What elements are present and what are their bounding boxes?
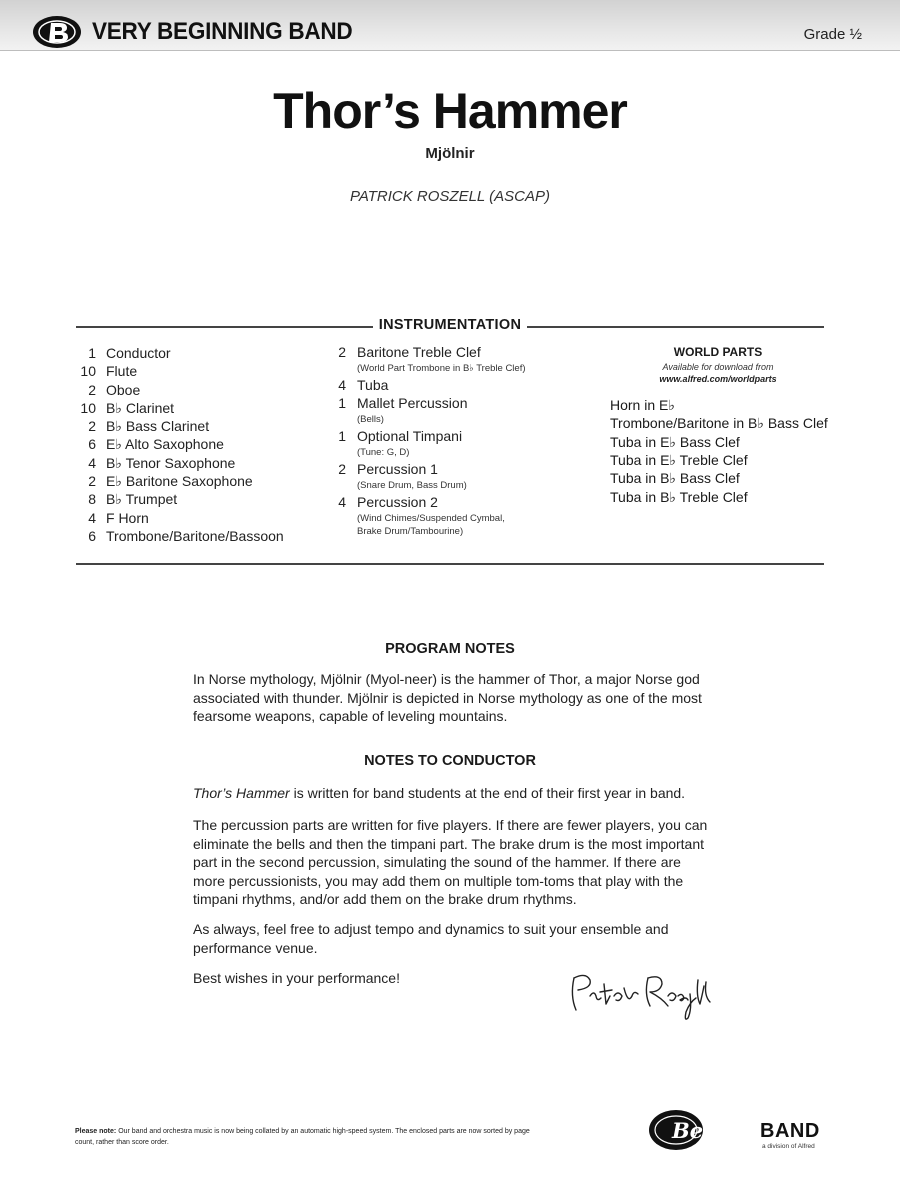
piece-subtitle: Mjölnir bbox=[425, 145, 475, 162]
world-part-item: Trombone/Baritone in B♭ Bass Clef bbox=[610, 415, 828, 432]
instrument-detail: Brake Drum/Tambourine) bbox=[357, 526, 464, 537]
instrument-name: Tuba bbox=[357, 377, 389, 393]
instrument-row bbox=[76, 490, 316, 508]
conductor-notes-heading: NOTES TO CONDUCTOR bbox=[364, 753, 536, 769]
instrument-count: 1 bbox=[338, 428, 346, 444]
instrument-name: Percussion 2 bbox=[357, 494, 438, 510]
instrument-row bbox=[76, 527, 316, 545]
world-parts-note: Available for download from bbox=[662, 362, 774, 372]
instrument-row bbox=[76, 454, 316, 472]
instrument-entry bbox=[330, 461, 600, 494]
instrument-name: B♭ Tenor Saxophone bbox=[106, 454, 236, 471]
instrument-count: 4 bbox=[338, 377, 346, 393]
instrument-name: Optional Timpani bbox=[357, 428, 463, 444]
instrument-count: 6 bbox=[88, 436, 96, 453]
instrument-count: 1 bbox=[338, 395, 346, 411]
instrument-count: 2 bbox=[88, 473, 96, 490]
belwin-wordmark: Belwin bbox=[672, 1118, 753, 1143]
instrument-name: Percussion 1 bbox=[357, 461, 438, 477]
collation-note-label: Please note: bbox=[75, 1128, 117, 1135]
instrument-row bbox=[76, 399, 316, 417]
instrument-count: 2 bbox=[88, 418, 96, 435]
instrument-entry bbox=[330, 344, 600, 377]
conductor-notes-paragraph-1 bbox=[193, 784, 713, 803]
world-part-item: Horn in E♭ bbox=[610, 397, 675, 413]
instrument-count: 2 bbox=[338, 461, 346, 477]
instrument-name: B♭ Trumpet bbox=[106, 491, 178, 508]
world-part-item: Tuba in B♭ Treble Clef bbox=[610, 488, 748, 505]
conductor-notes-paragraph-2: The percussion parts are written for five players. If there are fewer players, you can eliminate the bells and then the timpani part. The brake drum is the most important part in the second percussion, simulating the sound of the hammer. If there are more percussionists, you may add them on multiple tom-toms that play with the timpani rhythms, and/or add them on the brake drum rhythms. bbox=[193, 817, 708, 907]
instrument-count: 6 bbox=[88, 527, 96, 544]
instrument-name: E♭ Baritone Saxophone bbox=[106, 473, 253, 490]
instrumentation-column-2 bbox=[330, 344, 600, 540]
instrumentation-heading bbox=[0, 317, 900, 333]
instrument-entry bbox=[330, 377, 600, 395]
belwin-band-label: BAND bbox=[760, 1120, 820, 1142]
instrument-name: Conductor bbox=[106, 345, 171, 361]
world-parts-url[interactable]: www.alfred.com/worldparts bbox=[659, 374, 777, 384]
instrument-name: Flute bbox=[106, 363, 138, 380]
instrument-name: Mallet Percussion bbox=[357, 395, 468, 411]
piece-title-italic: Thor’s Hammer bbox=[193, 785, 290, 801]
instrument-count: 4 bbox=[88, 454, 96, 471]
instrument-detail: (Wind Chimes/Suspended Cymbal, bbox=[357, 513, 505, 524]
conductor-notes-paragraph-4: Best wishes in your performance! bbox=[193, 970, 400, 986]
collation-note bbox=[75, 1127, 545, 1148]
instrument-name: B♭ Clarinet bbox=[106, 399, 175, 416]
instrument-detail: (Snare Drum, Bass Drum) bbox=[357, 480, 467, 491]
instrument-name: Baritone Treble Clef bbox=[357, 344, 481, 360]
belwin-tagline: a division of Alfred bbox=[762, 1143, 815, 1150]
instrument-row bbox=[76, 344, 316, 362]
composer-signature bbox=[566, 966, 718, 1026]
instrument-name: E♭ Alto Saxophone bbox=[106, 436, 224, 453]
instrument-row bbox=[76, 509, 316, 527]
instrument-row bbox=[76, 381, 316, 399]
program-notes-text: In Norse mythology, Mjölnir (Myol-neer) is the hammer of Thor, a major Norse god associated with thunder. Mjölnir is depicted in Norse mythology as one of the most fearsome weapons, capable of leveling mountains. bbox=[193, 671, 702, 724]
conductor-notes-paragraph-3: As always, feel free to adjust tempo and dynamics to suit your ensemble and performance venue. bbox=[193, 921, 669, 956]
instrument-count: 4 bbox=[88, 509, 96, 526]
series-logo-icon bbox=[32, 14, 82, 50]
piece-title: Thor’s Hammer bbox=[273, 83, 627, 139]
instrument-row bbox=[76, 417, 316, 435]
instrumentation-column-1 bbox=[76, 344, 316, 545]
instrument-name: B♭ Bass Clarinet bbox=[106, 418, 210, 435]
world-part-item: Tuba in E♭ Bass Clef bbox=[610, 433, 740, 450]
grade-label: Grade ½ bbox=[803, 26, 862, 43]
instrument-detail: (World Part Trombone in B♭ Treble Clef) bbox=[357, 363, 526, 374]
instrument-name: Oboe bbox=[106, 381, 141, 398]
instrument-detail: (Tune: G, D) bbox=[357, 447, 410, 458]
instrument-row bbox=[76, 362, 316, 380]
instrument-row bbox=[76, 472, 316, 490]
instrument-name: Trombone/Baritone/Bassoon bbox=[106, 527, 284, 544]
composer-credit: PATRICK ROSZELL (ASCAP) bbox=[349, 188, 551, 205]
instrument-count: 10 bbox=[80, 363, 96, 380]
instrument-count: 10 bbox=[80, 399, 96, 416]
divider-bottom bbox=[76, 563, 824, 565]
instrument-count: 4 bbox=[338, 494, 346, 510]
series-title: VERY BEGINNING BAND bbox=[92, 18, 353, 45]
instrument-name: F Horn bbox=[106, 509, 149, 526]
world-part-item: Tuba in E♭ Treble Clef bbox=[610, 451, 748, 468]
instrument-row bbox=[76, 435, 316, 453]
instrument-count: 1 bbox=[88, 345, 96, 361]
instrument-entry bbox=[330, 494, 600, 540]
instrument-count: 2 bbox=[88, 381, 96, 398]
instrument-entry bbox=[330, 428, 600, 461]
world-part-item: Tuba in B♭ Bass Clef bbox=[610, 470, 740, 487]
paragraph-1-text: is written for band students at the end of their first year in band. bbox=[289, 785, 686, 801]
collation-note-text: Our band and orchestra music is now being collated by an automatic high-speed system. The enclosed parts are now sorted by page count, rather than score order. bbox=[75, 1128, 530, 1146]
instrument-count: 2 bbox=[338, 344, 346, 360]
instrument-detail: (Bells) bbox=[357, 414, 384, 425]
instrument-count: 8 bbox=[88, 491, 96, 508]
world-parts-heading: WORLD PARTS bbox=[673, 345, 763, 359]
instrument-entry bbox=[330, 395, 600, 428]
program-notes-heading: PROGRAM NOTES bbox=[385, 641, 515, 657]
instrumentation-heading-text: INSTRUMENTATION bbox=[373, 317, 528, 333]
